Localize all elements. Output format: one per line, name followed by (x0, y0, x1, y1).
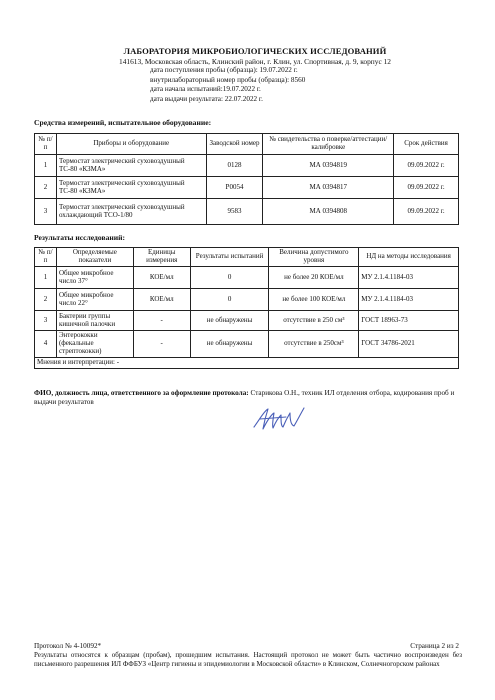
responsible-person (34, 389, 464, 407)
cell: Общее микробное число 37° (56, 267, 133, 289)
cell: 4 (35, 331, 57, 358)
equipment-title: Средства измерений, испытательное оборудование: (34, 118, 212, 127)
cell: 3 (35, 311, 57, 331)
signature-image (250, 405, 310, 433)
cell: - (133, 311, 190, 331)
column-header: № п/п (35, 134, 57, 155)
cell: Термостат электрический суховоздушный охлаждающий ТСО-1/80 (56, 199, 206, 225)
cell: МУ 2.1.4.1184-03 (359, 289, 459, 311)
cell: 1 (35, 155, 57, 177)
column-header: № п/п (35, 248, 57, 267)
table-row (35, 289, 459, 311)
cell: Бактерии группы кишечной палочки (56, 311, 133, 331)
lab-header (40, 46, 470, 66)
table-header-row (35, 134, 459, 155)
cell: 3 (35, 199, 57, 225)
table-row (35, 267, 459, 289)
disclaimer-note: Результаты относятся к образцам (пробам), прошедшим испытания. Настоящий протокол не может быть частично воспроизведен без письменного разрешения ИЛ ФФБУЗ «Центр гигиены и эпидемиологии в Московской области» в Клинском, Солнечногорском районах (34, 651, 462, 668)
equipment-table (34, 133, 459, 225)
cell: - (133, 331, 190, 358)
responsible-label: ФИО, должность лица, ответственного за оформление протокола: (34, 389, 249, 397)
cell: не обнаружены (190, 331, 269, 358)
column-header: НД на методы исследования (359, 248, 459, 267)
protocol-number: Протокол № 4-10092* (34, 642, 102, 650)
opinion-cell: Мнения и интерпретации: - (35, 358, 459, 369)
column-header: Заводской номер (206, 134, 263, 155)
cell: 0 (190, 267, 269, 289)
table-row (35, 177, 459, 199)
cell: МА 0394808 (263, 199, 394, 225)
cell: 2 (35, 289, 57, 311)
responsible-text: Старикова О.Н., техник ИЛ отделения отбора, кодирования проб и выдачи результатов (34, 389, 455, 406)
meta-line: дата выдачи результата: 22.07.2022 г. (150, 94, 263, 103)
cell: МУ 2.1.4.1184-03 (359, 267, 459, 289)
cell: КОЕ/мл (133, 267, 190, 289)
lab-address: 141613, Московская область, Клинский район, г. Клин, ул. Спортивная, д. 9, корпус 12 (119, 57, 391, 66)
cell: Общее микробное число 22° (56, 289, 133, 311)
cell: КОЕ/мл (133, 289, 190, 311)
cell: МА 0394819 (263, 155, 394, 177)
cell: Термостат электрический суховоздушный ТС-80 «КЗМА» (56, 177, 206, 199)
opinion-row (35, 358, 459, 369)
cell: 0128 (206, 155, 263, 177)
cell: не обнаружены (190, 311, 269, 331)
cell: отсутствие в 250 см³ (269, 311, 359, 331)
cell: 9583 (206, 199, 263, 225)
column-header: Приборы и оборудование (56, 134, 206, 155)
meta-line: внутрилабораторный номер пробы (образца): 8560 (150, 75, 306, 84)
cell: Термостат электрический суховоздушный ТС-80 «КЗМА» (56, 155, 206, 177)
results-table (34, 247, 459, 369)
cell: 09.09.2022 г. (394, 177, 459, 199)
meta-line: дата начала испытаний:19.07.2022 г. (150, 85, 261, 94)
cell: не более 20 КОЕ/мл (269, 267, 359, 289)
cell: 09.09.2022 г. (394, 199, 459, 225)
sample-meta (150, 66, 450, 104)
table-row (35, 155, 459, 177)
meta-line: дата поступления пробы (образца): 19.07.2022 г. (150, 66, 298, 74)
cell: ГОСТ 18963-73 (359, 311, 459, 331)
page-number: Страница 2 из 2 (410, 642, 459, 650)
cell: отсутствие в 250см³ (269, 331, 359, 358)
column-header: Величина допустимого уровня (269, 248, 359, 267)
cell: 09.09.2022 г. (394, 155, 459, 177)
results-title: Результаты исследований: (34, 233, 126, 242)
cell: ГОСТ 34786-2021 (359, 331, 459, 358)
column-header: Определяемые показатели (56, 248, 133, 267)
lab-title: ЛАБОРАТОРИЯ МИКРОБИОЛОГИЧЕСКИХ ИССЛЕДОВАНИЙ (123, 46, 387, 56)
cell: МА 0394817 (263, 177, 394, 199)
table-row (35, 311, 459, 331)
cell: 0 (190, 289, 269, 311)
column-header: Единицы измерения (133, 248, 190, 267)
table-row (35, 331, 459, 358)
cell: не более 100 КОЕ/мл (269, 289, 359, 311)
cell: 2 (35, 177, 57, 199)
table-row (35, 199, 459, 225)
table-header-row (35, 248, 459, 267)
cell: Р0054 (206, 177, 263, 199)
column-header: Результаты испытаний (190, 248, 269, 267)
cell: 1 (35, 267, 57, 289)
cell: Энтерококки (фекальные стрептококки) (56, 331, 133, 358)
column-header: Срок действия (394, 134, 459, 155)
column-header: № свидетельства о поверке/аттестации/калибровке (263, 134, 394, 155)
